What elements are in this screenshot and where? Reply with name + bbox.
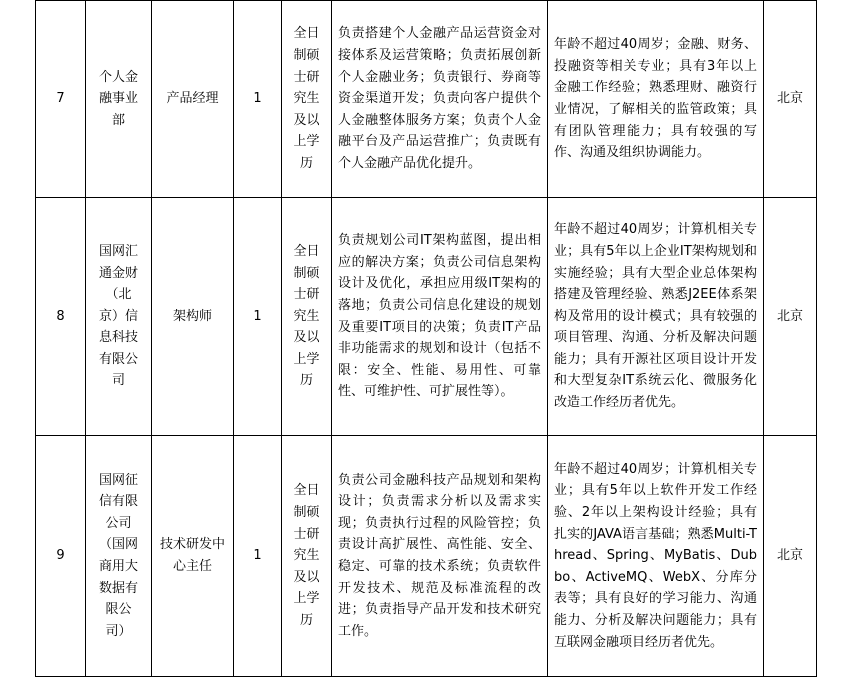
requirements-text: 年龄不超过40周岁；计算机相关专业；具有5年以上企业IT架构规划和实施经验；具有大型企业总体架构搭建及管理经验、熟悉J2EE体系架构及常用的设计模式；具有较强的项目管理、沟通、分析及解决问题能力；具有开源社区项目设计开发和大型复杂IT系统云化、微服务化改造工作经历者优先。: [554, 222, 757, 411]
table-row: [36, 198, 817, 436]
location-cell: 北京: [764, 436, 817, 677]
recruitment-table: [35, 0, 817, 677]
duties-text: 负责规划公司IT架构蓝图，提出相应的解决方案；负责公司信息架构设计及优化，承担应用级IT架构的落地；负责公司信息化建设的规划及重要IT项目的决策；负责IT产品非功能需求的规划和设计（包括不限：安全、性能、易用性、可靠性、可维护性、可扩展性等）。: [338, 233, 541, 400]
duties-requirements-cell: [332, 198, 764, 436]
requirements-text: 年龄不超过40周岁；计算机相关专业；具有5年以上软件开发工作经验、2年以上架构设计经验；具有扎实的JAVA语言基础；熟悉Multi-Thread、Spring、MyBatis、Dubbo、ActiveMQ、WebX、分库分表等；具有良好的学习能力、沟通能力、分析及解决问题能力；具有互联网金融项目经历者优先。: [554, 461, 757, 650]
department-cell: 国网汇通金财（北京）信息科技有限公司: [86, 198, 152, 436]
row-number: 9: [36, 436, 86, 677]
position-cell: 架构师: [152, 198, 234, 436]
education-cell: 全日制硕士研究生及以上学历: [282, 1, 332, 198]
count-cell: 1: [234, 198, 282, 436]
department-cell: 国网征信有限公司（国网商用大数据有限公司）: [86, 436, 152, 677]
location-cell: 北京: [764, 198, 817, 436]
duties-requirements-cell: [332, 1, 764, 198]
duties-requirements-cell: [332, 436, 764, 677]
department-cell: 个人金融事业部: [86, 1, 152, 198]
duties-text: 负责公司金融科技产品规划和架构设计；负责需求分析以及需求实现；负责执行过程的风险管控；负责设计高扩展性、高性能、安全、稳定、可靠的技术系统；负责软件开发技术、规范及标准流程的改进；负责指导产品开发和技术研究工作。: [338, 472, 541, 639]
position-cell: 技术研发中心主任: [152, 436, 234, 677]
count-cell: 1: [234, 1, 282, 198]
location-cell: 北京: [764, 1, 817, 198]
requirements-text: 年龄不超过40周岁；金融、财务、投融资等相关专业；具有3年以上金融工作经验；熟悉理财、融资行业情况，了解相关的监管政策；具有团队管理能力；具有较强的写作、沟通及组织协调能力。: [554, 37, 757, 161]
row-number: 7: [36, 1, 86, 198]
count-cell: 1: [234, 436, 282, 677]
table-row: [36, 436, 817, 677]
table-row: [36, 1, 817, 198]
education-cell: 全日制硕士研究生及以上学历: [282, 198, 332, 436]
duties-text: 负责搭建个人金融产品运营资金对接体系及运营策略；负责拓展创新个人金融业务；负责银行、券商等资金渠道开发；负责向客户提供个人金融整体服务方案；负责个人金融平台及产品运营推广；负责既有个人金融产品优化提升。: [338, 26, 541, 171]
education-cell: 全日制硕士研究生及以上学历: [282, 436, 332, 677]
row-number: 8: [36, 198, 86, 436]
position-cell: 产品经理: [152, 1, 234, 198]
